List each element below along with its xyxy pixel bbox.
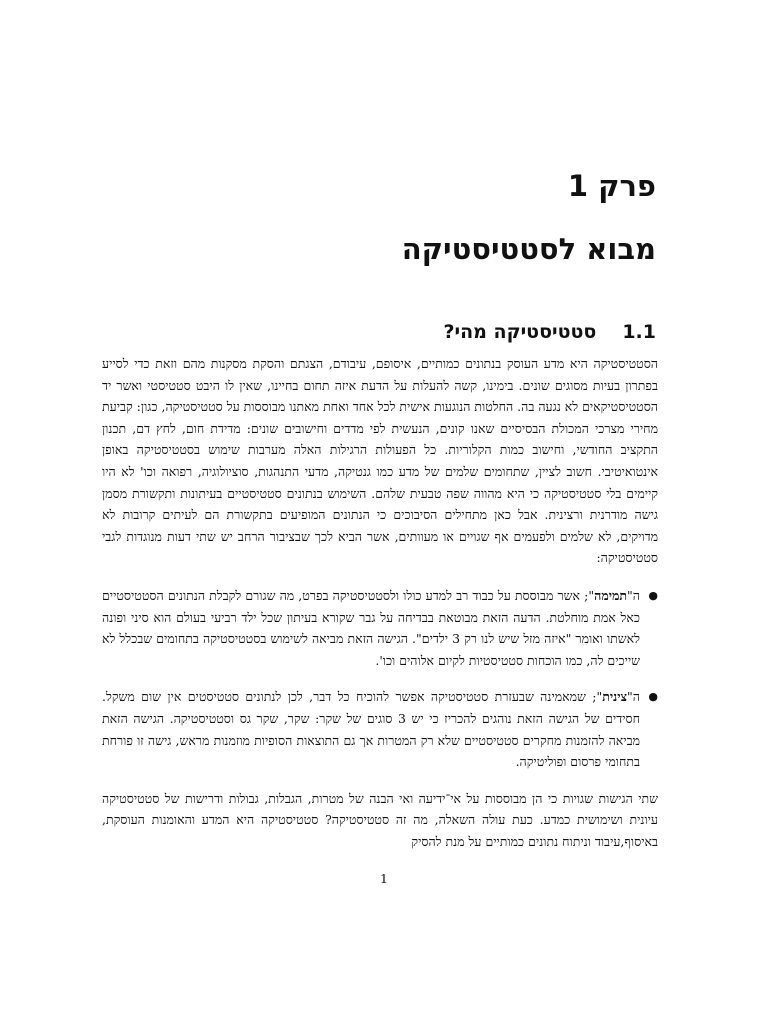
page-number: 1 [380, 871, 388, 886]
list-item-lead: ה" [627, 689, 640, 705]
list-item-text: "; שמאמינה שבעזרת סטטיסטיקה אפשר להוכיח כל דבר, לכן לנתונים סטטיסטים אין שום משקל. חסידים של הגישה הזאת נוהגים להכריז כי יש 3 סוגים של שקר: שקר, שקר גס וסטטיסטיקה. הגישה הזאת מביאה להזמנות מחקרים סטטיסטיים שלא רק המטרות אך גם התוצאות הסופיות מוזמנות מראש, גישה זו פורחת בתחומי פרסום ופוליטיקה. [102, 689, 640, 770]
intro-paragraph: הסטטיסטיקה היא מדע העוסק בנתונים כמותיים, איסופם, עיבודם, הצגתם והסקת מסקנות מהם וזאת כדי לסייע בפתרון בעיות מסוגים שונים. בימינו, קשה להעלות על הדעת איזה תחום בחיינו, שאין לו היבט סטטיסטי ואשר יד הסטטיסטיקאים לא נגעה בה. החלטות הנוגעות אישית לכל אחד ואחת מאתנו מבוססות על סטטיסטיקה, כגון: קביעת מחירי מצרכי המכולת הבסיסיים שאנו קונים, הנעשית לפי מדדים וחישובים שונים: מדידת חום, לחץ דם, תכנון התקציב החודשי, וחישוב כמות הקלוריות. כל הפעולות הרגילות האלה מערבות שימוש בסטטיסטיקה באופן אינטואיטיבי. חשוב לציין, שתחומים שלמים של מדע כמו גנטיקה, מדעי התנהגות, סוציולוגיה, רפואה וכו' לא היו קיימים בלי סטטיסטיקה כי היא מהווה שפה טבעית שלהם. השימוש בנתונים סטטיסטיים בעיתונות ותקשורת מסמן גישה מודרנית ורצינית. אבל כאן מתחילים הסיבוכים כי הנתונים המופיעים בתקשורת הם לעיתים קרובות לא מדויקים, לא שלמים ולפעמים אף שגויים או מעוותים, אשר הביא לכך שבציבור הרחב יש שתי דעות מנוגדות לגבי סטטיסטיקה: [102, 356, 658, 566]
list-item [102, 585, 658, 671]
approaches-list [102, 585, 658, 773]
section-heading [444, 318, 656, 346]
chapter-number: פרק 1 [567, 169, 656, 203]
list-item-lead: ה" [627, 587, 640, 603]
list-item-term: תמימה [594, 587, 628, 603]
list-item-text: "; אשר מבוססת על כבוד רב למדע כולו ולסטטיסטיקה בפרט, מה שגורם לקבלת הנתונים הסטטיסטיים כאל אמת מוחלטת. הדעה הזאת מבוטאת בבדיחה על גבר שקורא בעיתון שכל ילד רביעי בעולם הוא סיני ופונה לאשתו ואומר "איזה מזל שיש לנו רק 3 ילדים". הגישה הזאת מביאה לשימוש בסטטיסטיקה בתחומים שבכלל לא שייכים לה, כמו הוכחות סטטיסטיות לקיום אלוהים וכו'. [102, 587, 640, 668]
closing-paragraph: שתי הגישות שגויות כי הן מבוססות על אי־ידיעה ואי הבנה של מטרות, הגבלות, גבולות ודרישות של סטטיסטיקה עיונית ושימושית כמדע. כעת עולה השאלה, מה זה סטטיסטיקה? סטטיסטיקה היא המדע והאומנות העוסקת, באיסוף,עיבוד וניתוח נתונים כמותיים על מנת להסיק [102, 790, 658, 849]
chapter-title: מבוא לסטטיסטיקה [401, 232, 656, 266]
list-item [102, 686, 658, 772]
list-item-term: צינית [602, 689, 628, 705]
section-number: 1.1 [622, 321, 656, 343]
body-text [102, 353, 658, 852]
section-title: סטטיסטיקה מהי? [443, 321, 597, 343]
bullet-icon: ● [648, 690, 658, 704]
bullet-icon: ● [648, 588, 658, 602]
